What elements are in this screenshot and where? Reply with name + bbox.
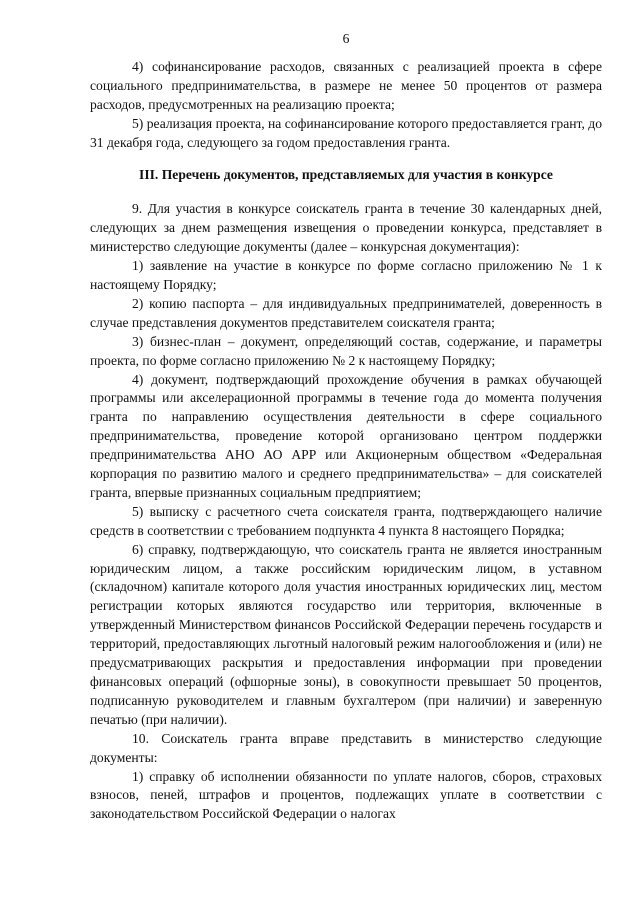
document-page xyxy=(90,30,602,824)
paragraph-item-5-implementation: 5) реализация проекта, на софинансирование которого предоставляется грант, до 31 декабря года, следующего за годом предоставления гранта. xyxy=(90,115,602,150)
paragraph-item-4-training: 4) документ, подтверждающий прохождение обучения в рамках обучающей программы или акселерационной программы в течение года до момента получения гранта по направлению осуществления деятельности в сфере социального предпринимательства, проведение которой организовано центром поддержки предпринимательства АНО АО АРР или Акционерным обществом «Федеральная корпорация по развитию малого и среднего предпринимательства» – для соискателей гранта, впервые признанных социальным предприятием; xyxy=(90,371,602,500)
paragraph-item-1-tax-certificate: 1) справку об исполнении обязанности по уплате налогов, сборов, страховых взносов, пеней, штрафов и процентов, подлежащих уплате в соответствии с законодательством Российской Федерации о налогах xyxy=(90,768,602,822)
paragraph-item-3-business-plan: 3) бизнес-план – документ, определяющий состав, содержание, и параметры проекта, по форме согласно приложению № 2 к настоящему Порядку; xyxy=(90,333,602,368)
paragraph-item-4-cofinancing: 4) софинансирование расходов, связанных с реализацией проекта в сфере социального предпринимательства, в размере не менее 50 процентов от размера расходов, предусмотренных на реализацию проекта; xyxy=(90,58,602,112)
page-number: 6 xyxy=(342,31,350,46)
section-heading: III. Перечень документов, представляемых для участия в конкурсе xyxy=(139,167,553,183)
paragraph-item-6-certificate: 6) справку, подтверждающую, что соискатель гранта не является иностранным юридическим лицом, а также российским юридическим лицом, в уставном (складочном) капитале которого доля участия иностранных юридических лиц, местом регистрации которых являются государство или территория, включенные в утвержденный Министерством финансов Российской Федерации перечень государств и территорий, предоставляющих льготный налоговый режим налогообложения и (или) не предусматривающих раскрытия и предоставления информации при проведении финансовых операций (офшорные зоны), в совокупности превышает 50 процентов, подписанную руководителем и главным бухгалтером (при наличии) и заверенную печатью (при наличии). xyxy=(90,541,602,727)
paragraph-clause-10: 10. Соискатель гранта вправе представить в министерство следующие документы: xyxy=(90,730,602,765)
paragraph-item-2-passport: 2) копию паспорта – для индивидуальных предпринимателей, доверенность в случае представления документов представителем соискателя гранта; xyxy=(90,295,602,330)
paragraph-item-1-application: 1) заявление на участие в конкурсе по форме согласно приложению № 1 к настоящему Порядку; xyxy=(90,258,602,292)
paragraph-item-5-bank-statement: 5) выписку с расчетного счета соискателя гранта, подтверждающего наличие средств в соответствии с требованием подпункта 4 пункта 8 настоящего Порядка; xyxy=(90,503,602,538)
paragraph-clause-9: 9. Для участия в конкурсе соискатель гранта в течение 30 календарных дней, следующих за днем размещения извещения о проведении конкурса, представляет в министерство следующие документы (далее – конкурсная документация): xyxy=(90,201,602,255)
